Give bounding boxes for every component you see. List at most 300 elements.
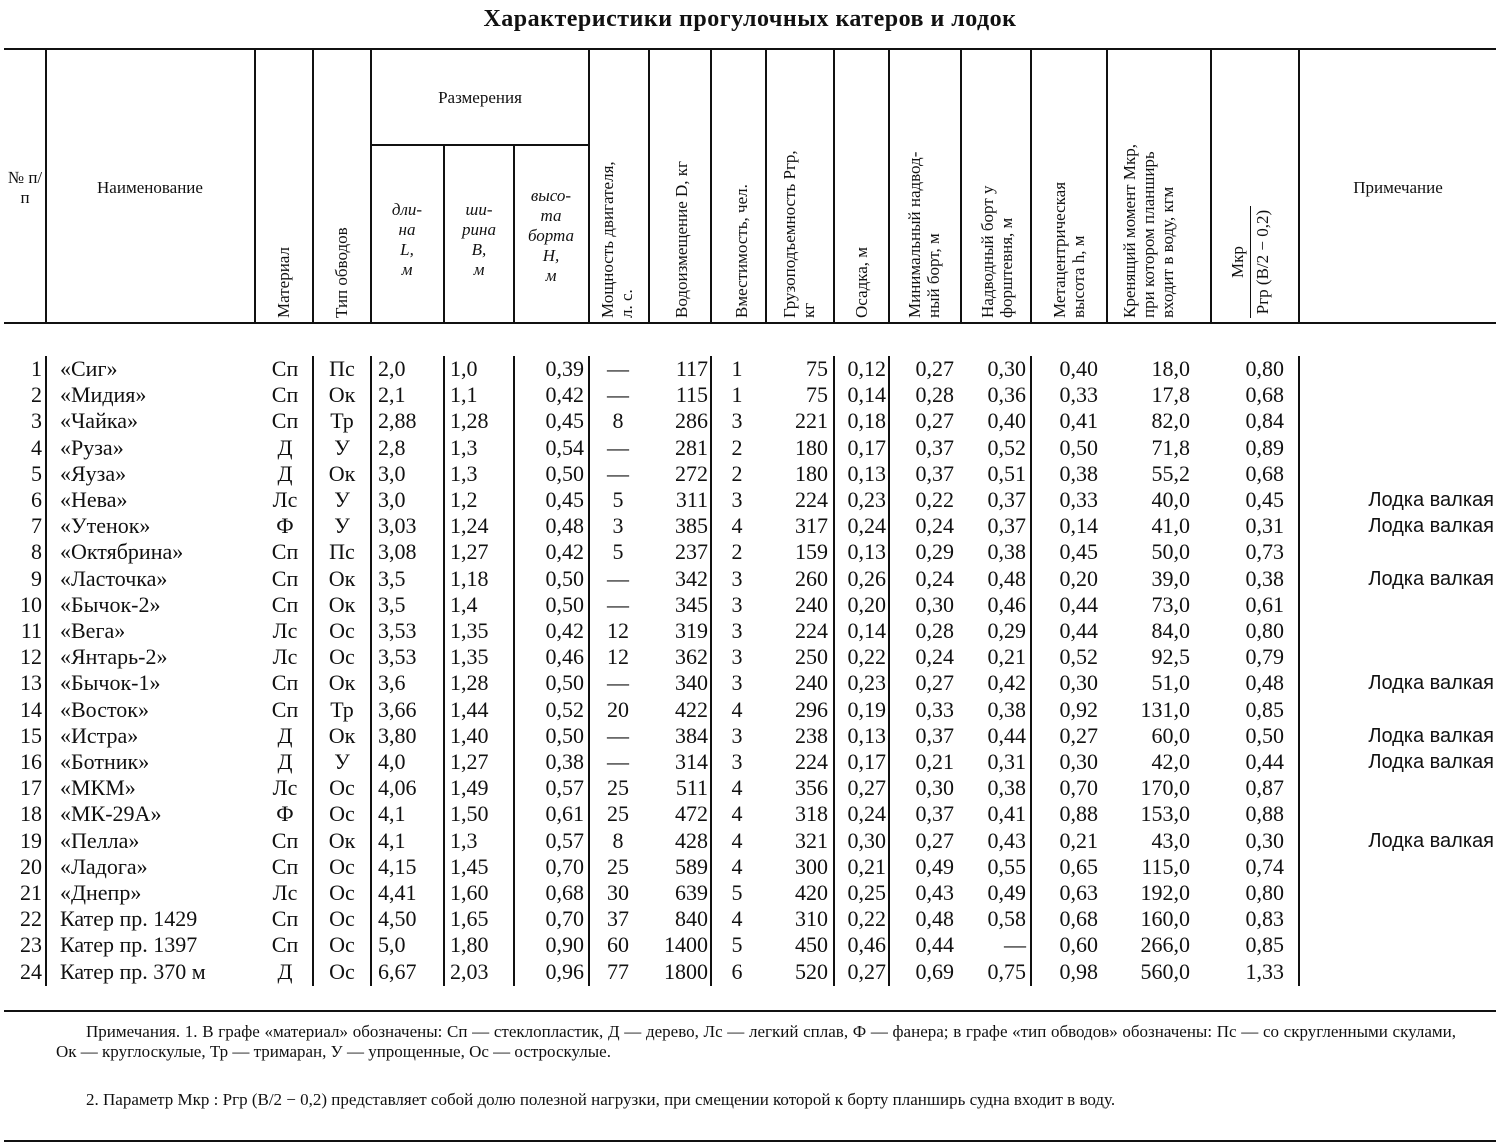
cell-cap: 4	[731, 775, 743, 801]
cell-n: 8	[31, 539, 42, 565]
cell-L: 4,1	[378, 827, 406, 853]
cell-D: 115	[675, 382, 708, 408]
cell-name: «Сиг»	[60, 356, 118, 381]
cell-M: 266,0	[1140, 932, 1190, 958]
cell-B: 1,44	[450, 696, 489, 722]
cell-type: Ос	[329, 644, 355, 670]
header-num: № п/п	[7, 168, 43, 207]
cell-B: 1,49	[450, 775, 489, 801]
header-length: дли- на L, м	[391, 200, 423, 279]
cell-f: 0,30	[915, 775, 954, 801]
cell-P: 224	[795, 618, 828, 643]
cell-cap: 3	[731, 408, 743, 434]
cell-H: 0,54	[545, 434, 584, 460]
cell-name: «МК-29А»	[60, 801, 162, 827]
cell-H: 0,70	[545, 906, 584, 932]
cell-P: 238	[795, 722, 828, 748]
cell-mat: Сп	[271, 382, 299, 408]
cell-type: Тр	[330, 696, 354, 722]
cell-cap: 4	[731, 696, 743, 722]
cell-type: Ок	[328, 670, 356, 696]
cell-pow: 77	[607, 958, 629, 984]
cell-pow: 37	[607, 906, 629, 932]
cell-L: 5,0	[378, 932, 406, 958]
cell-name: «Ласточка»	[60, 565, 168, 591]
table-row	[0, 906, 1500, 932]
header-load-capacity: Грузоподъемность Pгр, кг	[780, 150, 818, 318]
cell-L: 3,53	[378, 644, 417, 670]
cell-note: Лодка валкая	[1368, 829, 1494, 852]
cell-T: 0,23	[847, 670, 886, 696]
cell-B: 1,27	[450, 749, 489, 774]
cell-L: 2,8	[378, 434, 406, 460]
cell-mat: Д	[277, 434, 293, 460]
cell-M: 73,0	[1151, 591, 1190, 617]
cell-h: 0,92	[1059, 696, 1098, 722]
cell-h: 0,98	[1059, 958, 1098, 984]
cell-fb: 0,48	[987, 565, 1026, 591]
cell-pow: —	[607, 749, 629, 774]
cell-note: Лодка валкая	[1368, 724, 1494, 747]
header-displacement: Водоизмещение D, кг	[672, 160, 691, 318]
cell-M: 115,0	[1141, 853, 1190, 879]
cell-M: 55,2	[1151, 460, 1190, 486]
cell-M: 50,0	[1151, 539, 1190, 565]
cell-fb: 0,29	[987, 618, 1026, 643]
cell-L: 3,53	[378, 618, 417, 643]
cell-mat: Д	[277, 722, 293, 748]
cell-type: Ос	[329, 880, 355, 905]
cell-n: 5	[31, 460, 42, 486]
cell-H: 0,42	[545, 539, 584, 565]
cell-name: «Утенок»	[60, 513, 151, 539]
cell-type: Ос	[329, 853, 355, 879]
cell-name: «Восток»	[60, 696, 149, 722]
cell-cap: 4	[731, 827, 743, 853]
cell-P: 300	[795, 853, 828, 879]
cell-type: Ос	[329, 775, 355, 801]
cell-D: 840	[675, 906, 708, 932]
cell-cap: 5	[731, 932, 743, 958]
cell-M: 60,0	[1151, 722, 1190, 748]
cell-fb: 0,43	[987, 827, 1026, 853]
cell-cap: 3	[731, 591, 743, 617]
cell-fb: 0,49	[987, 880, 1026, 905]
cell-cap: 3	[731, 749, 743, 774]
cell-f: 0,27	[915, 827, 954, 853]
cell-L: 2,0	[378, 356, 406, 381]
cell-pow: 3	[612, 513, 624, 539]
cell-cap: 2	[731, 460, 743, 486]
cell-H: 0,52	[545, 696, 584, 722]
cell-L: 3,08	[378, 539, 417, 565]
cell-name: Катер пр. 1429	[60, 906, 198, 932]
table-row	[0, 828, 1500, 854]
cell-cap: 4	[731, 801, 743, 827]
cell-M: 40,0	[1151, 487, 1190, 512]
table-row	[0, 697, 1500, 723]
cell-f: 0,37	[915, 460, 954, 486]
cell-f: 0,29	[915, 539, 954, 565]
cell-D: 384	[675, 722, 708, 748]
table-row	[0, 566, 1500, 592]
cell-P: 240	[795, 591, 828, 617]
cell-B: 1,35	[450, 644, 489, 670]
cell-D: 422	[675, 696, 708, 722]
cell-note: Лодка валкая	[1368, 567, 1494, 590]
cell-H: 0,38	[545, 749, 584, 774]
cell-h: 0,88	[1059, 801, 1098, 827]
cell-P: 310	[795, 906, 828, 932]
cell-M: 192,0	[1140, 880, 1190, 905]
cell-fb: 0,42	[987, 670, 1026, 696]
cell-n: 21	[20, 880, 42, 905]
cell-f: 0,28	[915, 382, 954, 408]
cell-type: У	[334, 434, 350, 460]
cell-D: 319	[675, 618, 708, 643]
cell-fb: 0,36	[987, 382, 1026, 408]
cell-H: 0,68	[545, 880, 584, 905]
cell-h: 0,70	[1059, 775, 1098, 801]
cell-P: 318	[795, 801, 828, 827]
cell-L: 4,41	[378, 880, 417, 905]
cell-mat: Сп	[271, 906, 299, 932]
cell-mat: Сп	[271, 539, 299, 565]
cell-n: 14	[20, 696, 42, 722]
cell-h: 0,60	[1059, 932, 1098, 958]
cell-L: 3,6	[378, 670, 406, 696]
cell-H: 0,61	[545, 801, 584, 827]
cell-pow: 8	[612, 827, 624, 853]
cell-k: 0,83	[1245, 906, 1284, 932]
cell-T: 0,46	[847, 932, 886, 958]
cell-T: 0,20	[847, 591, 886, 617]
cell-M: 170,0	[1140, 775, 1190, 801]
cell-P: 75	[806, 382, 828, 408]
cell-L: 4,06	[378, 775, 417, 801]
cell-P: 321	[795, 827, 828, 853]
cell-T: 0,22	[847, 906, 886, 932]
cell-h: 0,30	[1059, 670, 1098, 696]
cell-k: 0,68	[1245, 460, 1284, 486]
cell-H: 0,96	[545, 958, 584, 984]
cell-h: 0,68	[1059, 906, 1098, 932]
cell-name: «Руза»	[60, 434, 124, 460]
cell-L: 4,50	[378, 906, 417, 932]
header-note: Примечание	[1353, 178, 1443, 197]
table-row	[0, 487, 1500, 513]
cell-fb: 0,44	[987, 722, 1026, 748]
cell-D: 314	[675, 749, 708, 774]
cell-cap: 4	[731, 513, 743, 539]
cell-mat: Сп	[271, 356, 299, 381]
cell-h: 0,33	[1059, 382, 1098, 408]
cell-name: «Янтарь-2»	[60, 644, 168, 670]
cell-mat: Сп	[271, 670, 299, 696]
cell-H: 0,90	[545, 932, 584, 958]
cell-P: 75	[806, 356, 828, 381]
cell-n: 15	[20, 722, 42, 748]
cell-cap: 3	[731, 487, 743, 512]
cell-name: Катер пр. 1397	[60, 932, 198, 958]
cell-note: Лодка валкая	[1368, 672, 1494, 695]
cell-D: 342	[675, 565, 708, 591]
cell-k: 0,38	[1245, 565, 1284, 591]
cell-D: 1800	[664, 958, 708, 984]
cell-D: 472	[675, 801, 708, 827]
cell-mat: Лс	[272, 644, 298, 670]
cell-k: 0,50	[1245, 722, 1284, 748]
header-hull-type: Тип обводов	[332, 227, 351, 318]
cell-D: 511	[675, 775, 708, 801]
cell-fb: 0,52	[987, 434, 1026, 460]
table-row	[0, 435, 1500, 461]
cell-T: 0,26	[847, 565, 886, 591]
cell-H: 0,42	[545, 618, 584, 643]
cell-n: 18	[20, 801, 42, 827]
cell-T: 0,13	[847, 539, 886, 565]
cell-D: 340	[675, 670, 708, 696]
cell-D: 362	[675, 644, 708, 670]
cell-f: 0,30	[915, 591, 954, 617]
cell-n: 9	[31, 565, 42, 591]
cell-fb: 0,30	[987, 356, 1026, 381]
cell-f: 0,24	[915, 565, 954, 591]
cell-name: «Нева»	[60, 487, 128, 512]
cell-k: 0,89	[1245, 434, 1284, 460]
cell-H: 0,50	[545, 565, 584, 591]
cell-f: 0,69	[915, 958, 954, 984]
cell-f: 0,27	[915, 408, 954, 434]
cell-pow: —	[607, 460, 629, 486]
cell-D: 589	[675, 853, 708, 879]
cell-cap: 1	[731, 356, 743, 381]
cell-pow: —	[607, 356, 629, 381]
cell-L: 2,1	[378, 382, 406, 408]
cell-T: 0,19	[847, 696, 886, 722]
cell-M: 560,0	[1140, 958, 1190, 984]
cell-cap: 3	[731, 670, 743, 696]
cell-k: 0,30	[1245, 827, 1284, 853]
cell-P: 159	[795, 539, 828, 565]
cell-h: 0,38	[1059, 460, 1098, 486]
cell-n: 17	[20, 775, 42, 801]
cell-mat: Сп	[271, 853, 299, 879]
cell-M: 82,0	[1151, 408, 1190, 434]
cell-D: 639	[675, 880, 708, 905]
cell-type: Ос	[329, 932, 355, 958]
cell-M: 41,0	[1151, 513, 1190, 539]
cell-h: 0,44	[1059, 591, 1098, 617]
cell-D: 428	[675, 827, 708, 853]
cell-M: 84,0	[1151, 618, 1190, 643]
table-row	[0, 723, 1500, 749]
cell-h: 0,21	[1059, 827, 1098, 853]
table-row	[0, 513, 1500, 539]
cell-H: 0,50	[545, 722, 584, 748]
cell-f: 0,21	[915, 749, 954, 774]
cell-type: Ос	[329, 618, 355, 643]
cell-n: 2	[31, 382, 42, 408]
cell-cap: 4	[731, 853, 743, 879]
cell-type: Ок	[328, 722, 356, 748]
cell-P: 356	[795, 775, 828, 801]
cell-name: «Бычок-2»	[60, 591, 161, 617]
table-row	[0, 775, 1500, 801]
cell-D: 237	[675, 539, 708, 565]
cell-cap: 3	[731, 644, 743, 670]
cell-cap: 3	[731, 618, 743, 643]
cell-L: 6,67	[378, 958, 417, 984]
cell-T: 0,21	[847, 853, 886, 879]
cell-pow: —	[607, 670, 629, 696]
cell-pow: —	[607, 591, 629, 617]
cell-h: 0,44	[1059, 618, 1098, 643]
cell-pow: 12	[607, 644, 629, 670]
cell-B: 1,60	[450, 880, 489, 905]
cell-T: 0,30	[847, 827, 886, 853]
cell-mat: Сп	[271, 591, 299, 617]
cell-L: 3,5	[378, 565, 406, 591]
cell-name: «Пелла»	[60, 827, 140, 853]
cell-H: 0,57	[545, 827, 584, 853]
cell-P: 180	[795, 434, 828, 460]
header-name: Наименование	[97, 178, 203, 197]
cell-P: 224	[795, 487, 828, 512]
cell-P: 296	[795, 696, 828, 722]
cell-h: 0,63	[1059, 880, 1098, 905]
cell-note: Лодка валкая	[1368, 489, 1494, 511]
cell-f: 0,48	[915, 906, 954, 932]
cell-f: 0,24	[915, 513, 954, 539]
cell-pow: 5	[612, 487, 624, 512]
cell-fb: 0,38	[987, 539, 1026, 565]
cell-L: 2,88	[378, 408, 417, 434]
cell-D: 281	[675, 434, 708, 460]
cell-B: 1,28	[450, 670, 489, 696]
cell-name: «Мидия»	[60, 382, 147, 408]
table-row	[0, 801, 1500, 827]
cell-T: 0,13	[847, 460, 886, 486]
cell-type: Пс	[329, 539, 355, 565]
cell-note: Лодка валкая	[1368, 515, 1494, 538]
cell-k: 0,85	[1245, 932, 1284, 958]
cell-n: 22	[20, 906, 42, 932]
cell-n: 12	[20, 644, 42, 670]
cell-h: 0,14	[1059, 513, 1098, 539]
footnote-2: 2. Параметр Mкр : Pгр (B/2 − 0,2) представляет собой долю полезной нагрузки, при смещении которой к борту планширь судна входит в воду.	[86, 1090, 1116, 1109]
cell-type: Ос	[329, 906, 355, 932]
cell-n: 6	[31, 487, 42, 512]
cell-M: 92,5	[1151, 644, 1190, 670]
cell-f: 0,24	[915, 644, 954, 670]
cell-B: 1,45	[450, 853, 489, 879]
cell-L: 3,80	[378, 722, 417, 748]
cell-f: 0,37	[915, 434, 954, 460]
cell-type: Ос	[329, 958, 355, 984]
cell-fb: 0,75	[987, 958, 1026, 984]
cell-mat: Сп	[271, 408, 299, 434]
cell-pow: 25	[607, 775, 629, 801]
cell-D: 286	[675, 408, 708, 434]
cell-fb: 0,58	[987, 906, 1026, 932]
cell-T: 0,25	[847, 880, 886, 905]
cell-T: 0,23	[847, 487, 886, 512]
cell-name: «Ботник»	[60, 749, 150, 774]
cell-n: 19	[20, 827, 42, 853]
table-row	[0, 461, 1500, 487]
cell-T: 0,13	[847, 722, 886, 748]
cell-type: Ок	[328, 382, 356, 408]
cell-fb: 0,37	[987, 487, 1026, 512]
cell-mat: Лс	[272, 775, 298, 801]
cell-f: 0,27	[915, 670, 954, 696]
cell-h: 0,40	[1059, 356, 1098, 381]
cell-mat: Д	[277, 749, 293, 774]
cell-k: 0,84	[1245, 408, 1284, 434]
cell-H: 0,45	[545, 487, 584, 512]
cell-B: 1,1	[450, 382, 478, 408]
cell-L: 3,03	[378, 513, 417, 539]
cell-k: 0,44	[1245, 749, 1284, 774]
cell-f: 0,49	[915, 853, 954, 879]
header-capacity: Вместимость, чел.	[732, 184, 751, 318]
cell-pow: —	[607, 434, 629, 460]
cell-P: 240	[795, 670, 828, 696]
table-row	[0, 880, 1500, 906]
cell-H: 0,39	[545, 356, 584, 381]
cell-k: 0,48	[1245, 670, 1284, 696]
cell-k: 1,33	[1245, 958, 1284, 984]
cell-fb: 0,21	[987, 644, 1026, 670]
cell-name: «Октябрина»	[60, 539, 184, 565]
cell-H: 0,50	[545, 460, 584, 486]
cell-M: 17,8	[1151, 382, 1190, 408]
cell-M: 153,0	[1140, 801, 1190, 827]
table-row	[0, 618, 1500, 644]
cell-k: 0,74	[1245, 853, 1284, 879]
cell-T: 0,18	[847, 408, 886, 434]
cell-name: «Яуза»	[60, 460, 127, 486]
cell-k: 0,80	[1245, 880, 1284, 905]
cell-mat: Сп	[271, 827, 299, 853]
cell-k: 0,80	[1245, 356, 1284, 381]
cell-B: 1,3	[450, 460, 478, 486]
cell-M: 71,8	[1151, 434, 1190, 460]
cell-k: 0,88	[1245, 801, 1284, 827]
cell-cap: 5	[731, 880, 743, 905]
cell-mat: Сп	[271, 565, 299, 591]
cell-h: 0,45	[1059, 539, 1098, 565]
cell-cap: 3	[731, 722, 743, 748]
ratio-numerator: Mкр	[1228, 206, 1251, 318]
table-row	[0, 592, 1500, 618]
cell-B: 1,24	[450, 513, 489, 539]
cell-L: 4,0	[378, 749, 406, 774]
cell-H: 0,45	[545, 408, 584, 434]
cell-B: 1,80	[450, 932, 489, 958]
cell-name: «Вега»	[60, 618, 126, 643]
cell-f: 0,43	[915, 880, 954, 905]
cell-B: 1,27	[450, 539, 489, 565]
table-row	[0, 670, 1500, 696]
table-row	[0, 932, 1500, 958]
cell-P: 260	[795, 565, 828, 591]
ratio-denominator: Pгр (B/2 − 0,2)	[1253, 209, 1272, 315]
cell-fb: 0,31	[987, 749, 1026, 774]
cell-P: 520	[795, 958, 828, 984]
cell-name: Катер пр. 370 м	[60, 958, 206, 984]
